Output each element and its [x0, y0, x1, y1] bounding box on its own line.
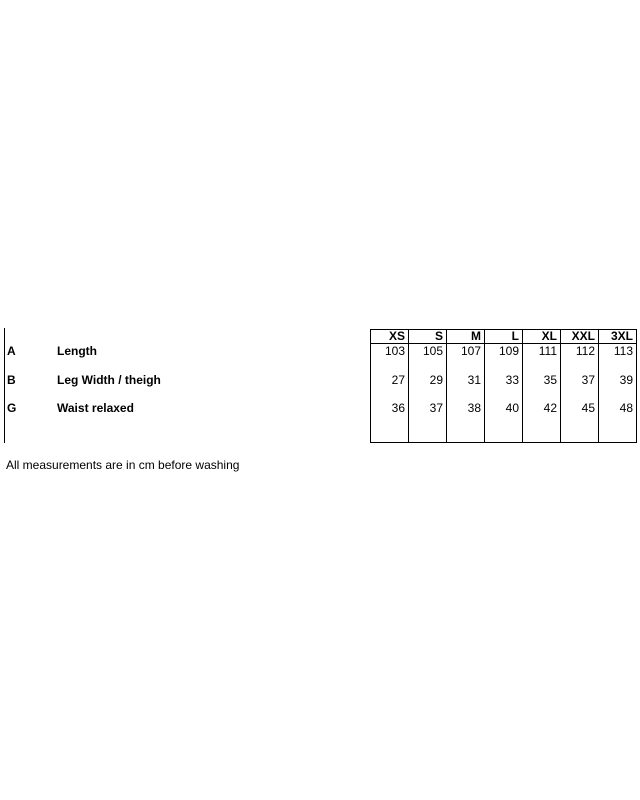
- size-table: [370, 329, 637, 443]
- cell-waist-xxl: 45: [581, 401, 595, 415]
- cell-leg-width-l: 33: [505, 373, 519, 387]
- table-bottom-border: [370, 442, 637, 443]
- cell-waist-xs: 36: [391, 401, 405, 415]
- cell-leg-width-s: 29: [429, 373, 443, 387]
- size-header-s: S: [434, 329, 443, 343]
- cell-length-l: 109: [498, 344, 519, 358]
- cell-leg-width-xl: 35: [543, 373, 557, 387]
- cell-leg-width-m: 31: [467, 373, 481, 387]
- row-label-length: Length: [57, 344, 97, 358]
- cell-length-s: 105: [422, 344, 443, 358]
- cell-waist-3xl: 48: [619, 401, 633, 415]
- cell-waist-l: 40: [505, 401, 519, 415]
- size-header-l: L: [511, 329, 519, 343]
- cell-waist-s: 37: [429, 401, 443, 415]
- cell-leg-width-xs: 27: [391, 373, 405, 387]
- size-header-3xl: 3XL: [610, 329, 633, 343]
- left-border-line: [4, 328, 5, 443]
- cell-leg-width-xxl: 37: [581, 373, 595, 387]
- cell-length-xxl: 112: [575, 344, 595, 358]
- size-header-xs: XS: [388, 329, 405, 343]
- table-col-border: [636, 329, 637, 443]
- size-header-xxl: XXL: [571, 329, 595, 343]
- size-header-m: M: [471, 329, 481, 343]
- cell-length-xl: 111: [538, 344, 557, 358]
- cell-waist-xl: 42: [543, 401, 557, 415]
- measurement-note: All measurements are in cm before washing: [6, 458, 240, 472]
- row-code-g: G: [7, 401, 17, 415]
- row-label-waist: Waist relaxed: [57, 401, 134, 415]
- row-code-a: A: [7, 344, 16, 358]
- row-label-leg-width: Leg Width / theigh: [57, 373, 161, 387]
- row-code-b: B: [7, 373, 16, 387]
- cell-length-3xl: 113: [613, 344, 633, 358]
- cell-leg-width-3xl: 39: [619, 373, 633, 387]
- cell-length-xs: 103: [384, 344, 405, 358]
- cell-length-m: 107: [460, 344, 481, 358]
- size-header-xl: XL: [541, 329, 557, 343]
- cell-waist-m: 38: [467, 401, 481, 415]
